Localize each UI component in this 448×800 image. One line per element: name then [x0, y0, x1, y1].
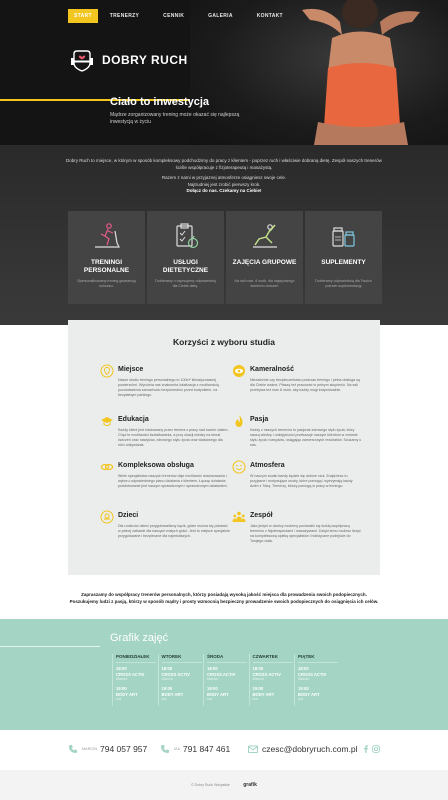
slot-name: CROSS ACTIV: [161, 671, 190, 677]
pacifier-icon: [100, 510, 114, 524]
slot-name: BODY ART: [161, 691, 184, 697]
nav-start[interactable]: START: [68, 9, 98, 23]
benefit-title: Pasja: [250, 416, 269, 423]
phone-label: MARCIN: [82, 747, 97, 751]
benefit-title: Kameralność: [250, 366, 294, 373]
benefit-text: W naszym studiu każdy będzie się dobrze czuł. Znajdziesz tu przyjazne i motywujące osoby, które pomogą i wytrzymają każdy dzień z Tobą. Trenerzy, którzy pomogą w pracy w treningu.: [250, 474, 353, 488]
benefit-text: Każdy klient jest edukowany przez trenera z pracy nad swoim ciałem. Chęć te możliwości kształtowania, a przy okazji wiedzy na temat ćwiczeń oraz nawyków, zdrowego stylu życia oraz właściwego dla nich odżywiania.: [118, 428, 229, 447]
team-icon: [232, 510, 246, 524]
slot-name: BODY ART: [252, 691, 275, 697]
phone-label: IZA: [174, 747, 180, 751]
slot-time: 18:00: [116, 666, 127, 671]
class-slot[interactable]: [253, 666, 293, 682]
email-link[interactable]: [248, 744, 358, 754]
slot-name: CROSS ACTIV: [298, 671, 327, 677]
benefit-text: Jako jedyni w okolicy możemy pochwalić się ścisłą współpracą trenerów z fizjoterapeutami i masażystami. Dzięki temu możesz liczyć na kompleksową opiekę specjalistów i holistyczne podejście do Twojego ciała.: [250, 524, 361, 543]
day-name: PONIEDZIAŁEK: [116, 654, 156, 663]
stretching-icon: [250, 221, 280, 251]
card-text: Na sali max. 8 osób, dla najwyższego komfortu ćwiczeń: [234, 279, 295, 288]
benefit-text: Nasze studio treningu personalnego to 100m² klimatyzowanej powierzchni. Wyróżnia nas znakomita lokalizacja z możliwością pozostawienia samochodu bezpośrednio przed budynkiem, na bezpłatnym parkingu.: [118, 378, 219, 397]
schedule-title: Grafik zajęć: [110, 632, 169, 644]
mail-icon: [248, 744, 258, 754]
slot-name: CROSS ACTIV: [207, 671, 236, 677]
card-title: USŁUGI DIETETYCZNE: [162, 259, 209, 274]
card-title: TRENINGI PERSONALNE: [83, 259, 130, 274]
class-slot[interactable]: [162, 686, 202, 702]
card-suplementy[interactable]: [305, 211, 382, 304]
benefits-title: Korzyści z wyboru studia: [172, 337, 276, 347]
slot-time: 18:00: [252, 666, 264, 671]
dumbbell-heart-icon: [68, 46, 96, 74]
footer: [0, 770, 448, 800]
schedule-day: [203, 654, 247, 706]
schedule-days: [112, 654, 340, 706]
slot-name: BODY ART: [207, 691, 229, 697]
intro-section: [0, 145, 448, 325]
hero-title: Ciało to inwestycja: [110, 96, 210, 108]
intro-cta: Dołącz do nas. Czekamy na Ciebie!: [186, 188, 262, 193]
slot-trainer: Marcin: [161, 677, 173, 681]
hero-subtitle: Mądrze zorganizowany trening może okazać się najlepszą inwestycją w życiu: [110, 112, 240, 125]
schedule-day: [249, 654, 293, 706]
footer-brand[interactable]: grafik: [243, 782, 257, 788]
nav-trenerzy[interactable]: TRENERZY: [109, 13, 140, 19]
day-name: WTOREK: [162, 654, 202, 663]
class-slot[interactable]: [116, 686, 156, 702]
hero-section: [0, 0, 448, 145]
class-slot[interactable]: [298, 686, 338, 702]
card-title: SUPLEMENTY: [321, 259, 366, 266]
benefit-title: Atmosfera: [250, 462, 285, 469]
slot-trainer: Iza: [207, 697, 213, 701]
slot-trainer: Marcin: [252, 677, 264, 681]
slot-time: 19:00: [161, 686, 173, 691]
phone-iza[interactable]: [160, 744, 230, 754]
benefit-text: Wiele specjalistów naszych trenerów daje możliwość dostosowania i wyboru odpowiedniego planu działania z klientem. Łącząc działania poddotowanie jest naszym sprawdzonym i sprawdzonym działaniem.: [118, 474, 228, 488]
slot-trainer: Marcin: [298, 677, 310, 681]
slot-time: 19:00: [116, 686, 127, 691]
class-slot[interactable]: [207, 686, 247, 702]
benefit-title: Edukacja: [118, 416, 149, 423]
slot-trainer: Iza: [161, 697, 167, 701]
slot-name: BODY ART: [116, 691, 138, 697]
recruitment-line: Poszukujemy ludzi z pasją, którzy w sposób mądry i prosty wzmocnią bezpieczny prowadzenie swoich podopiecznych do osiągnięcia ich celów.: [69, 599, 379, 604]
card-zajecia[interactable]: [226, 211, 303, 304]
smile-icon: [232, 460, 246, 474]
supplements-icon: [329, 221, 359, 251]
benefit-title: Dzieci: [118, 512, 139, 519]
slot-trainer: Marcin: [116, 677, 128, 681]
benefit-title: Zespół: [250, 512, 273, 519]
class-slot[interactable]: [207, 666, 247, 682]
benefit-title: Miejsce: [118, 366, 144, 373]
card-text: Dobieramy odpowiednią dla Twoich potrzeb suplementację: [315, 279, 372, 288]
link-icon: [100, 460, 114, 474]
schedule-day: [112, 654, 156, 706]
slot-trainer: Iza: [298, 697, 304, 701]
schedule-section: [0, 619, 448, 730]
slot-time: 19:00: [252, 686, 264, 691]
main-nav: [68, 9, 295, 23]
card-treningi[interactable]: [68, 211, 145, 304]
class-slot[interactable]: [116, 666, 156, 682]
email-address: czesc@dobryruch.com.pl: [262, 744, 358, 754]
benefits-section: [0, 325, 448, 585]
location-pin-icon: [100, 364, 114, 378]
graduation-cap-icon: [100, 414, 114, 428]
slot-time: 18:00: [161, 666, 173, 671]
contact-bar: [0, 730, 448, 770]
intro-paragraph: Najtrudniej jest zrobić pierwszy krok.: [187, 181, 261, 187]
flame-icon: [232, 414, 246, 428]
recruitment-line: Zapraszamy do współpracy trenerów personalnych, którzy posiadają wysoką jakość miejsca dla prowadzenia swoich podopiecznych.: [81, 592, 367, 597]
schedule-day: [294, 654, 338, 706]
instagram-icon[interactable]: [372, 745, 380, 753]
slot-time: 18:00: [207, 666, 218, 671]
treadmill-icon: [92, 221, 122, 251]
phone-marcin[interactable]: [68, 744, 147, 754]
slot-trainer: Marcin: [207, 677, 219, 681]
card-text: Dobieramy i rozpisujemy odpowiednią dla Ciebie dietę.: [155, 279, 216, 288]
logo-text: DOBRY RUCH: [102, 53, 188, 67]
benefit-title: Kompleksowa obsługa: [118, 462, 194, 469]
card-title: ZAJĘCIA GRUPOWE: [232, 259, 297, 266]
recruitment-text: [40, 591, 408, 605]
service-cards: [68, 211, 382, 304]
class-slot[interactable]: [298, 666, 338, 682]
schedule-accent-line: [0, 646, 100, 647]
slot-time: 19:00: [207, 686, 218, 691]
slot-trainer: Iza: [116, 697, 122, 701]
day-name: PIĄTEK: [298, 654, 338, 663]
phone-icon: [68, 744, 78, 754]
slot-name: CROSS ACTIV: [252, 671, 281, 677]
card-text: Spersonalizowany trening gwarancją sukcesu.: [77, 279, 136, 288]
intro-paragraph: Razem z nami w przyjaznej atmosferze osiągniesz swoje cele.: [161, 175, 287, 180]
footer-copyright: © Dobry Ruch Wszystkie: [191, 783, 230, 787]
benefit-text: Niezależnie czy bezpieczeństwo podczas treningu i pełna obsługa są dla Ciebie ważne, Ptaszę też pracować w pełnym skupieniu. Na sali przebywa też max 8 osób, aby każdy mógł indywidualnie.: [250, 378, 360, 392]
nav-cennik[interactable]: CENNIK: [163, 13, 185, 19]
phone-number: 794 057 957: [99, 744, 148, 754]
phone-icon: [160, 744, 170, 754]
clipboard-apple-icon: [171, 221, 201, 251]
facebook-icon[interactable]: [362, 745, 370, 753]
day-name: CZWARTEK: [253, 654, 293, 663]
phone-number: 791 847 461: [182, 744, 231, 754]
intro-text: [60, 158, 388, 199]
benefit-text: Dla rodziców dzieci przygotowaliśmy kącik, gdzie można się pobawić w pełnej zabawie dla naszych małych gości. Jest to miejsce specjalnie przygotowane i bezpieczne dla najmłodszych.: [118, 524, 230, 538]
logo[interactable]: [68, 46, 188, 74]
intro-paragraph: Dobry Ruch to miejsce, w którym w sposób kompleksowy podchodzimy do pracy z klientem - poprzez ruch i właściwie dobraną dietę. Zespół naszych trenerów ściśle współpracuje z fizjoterapeutą i masażystą.: [66, 158, 382, 170]
slot-time: 18:00: [298, 666, 309, 671]
slot-name: CROSS ACTIV: [116, 671, 145, 677]
slot-name: BODY ART: [298, 691, 320, 697]
class-slot[interactable]: [253, 686, 293, 702]
slot-time: 19:00: [298, 686, 309, 691]
class-slot[interactable]: [162, 666, 202, 682]
day-name: ŚRODA: [207, 654, 247, 663]
benefit-text: Każdy z naszych trenerów to pasjonat zdrowego stylu życia, który naszą wiedzę i umiejętności przekazuje naszym klientom w zmianie stylu życia i nawyków, osiągając zamierzonych rezultatów. Szukamy u nas.: [250, 428, 362, 447]
eye-icon: [232, 364, 246, 378]
nav-galeria[interactable]: GALERIA: [208, 13, 233, 19]
card-uslugi[interactable]: [147, 211, 224, 304]
benefits-panel: [68, 320, 380, 575]
slot-trainer: Iza: [252, 697, 258, 701]
nav-kontakt[interactable]: KONTAKT: [256, 13, 283, 19]
schedule-day: [158, 654, 202, 706]
